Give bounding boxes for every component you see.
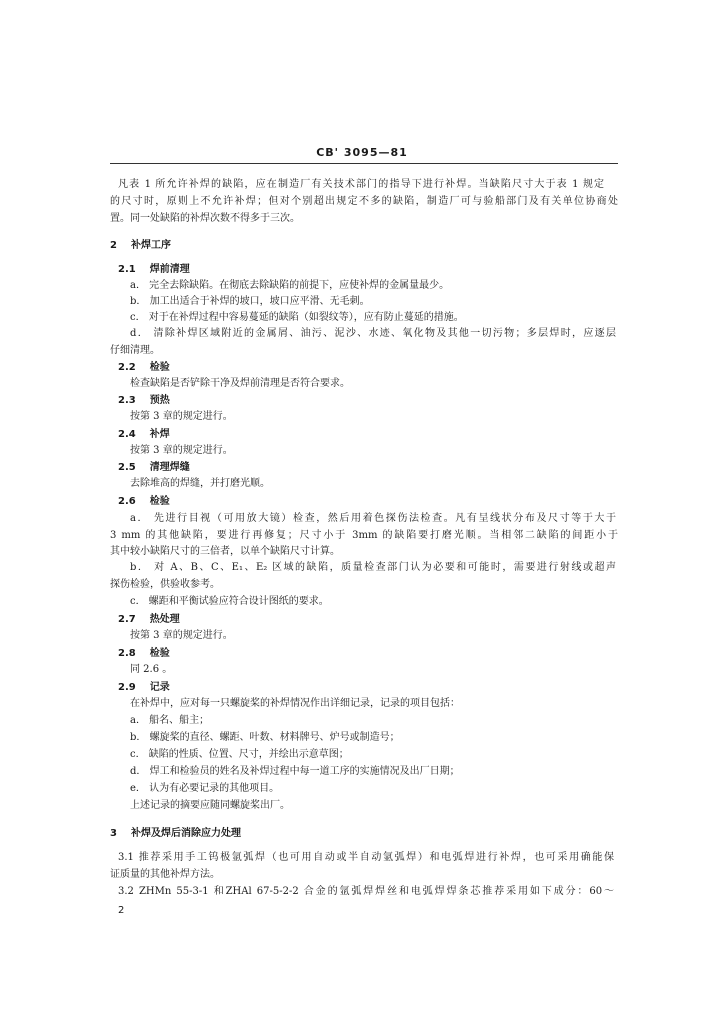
section-2-7-title: 热处理 [149,614,180,625]
s31-line-2: 证质量的其他补焊方法。 [110,869,220,880]
section-2-3-title: 预热 [149,395,170,406]
section-3-number: 3 [110,828,117,839]
s26-item-a-cont-1: 3 mm 的其他缺陷，要进行再修复；尺寸小于 3mm 的缺陷要打磨光顺。当相邻二缺陷的间距小于 [110,530,618,541]
section-2-8-title: 检验 [149,648,170,659]
section-2-2-number: 2.2 [118,362,136,373]
section-2-1-heading [118,264,190,276]
section-2-6-heading [118,496,170,508]
section-2-9-heading [118,682,170,694]
s29-item-b: b． 螺旋桨的直径、螺距、叶数、材料牌号、炉号或制造号； [130,732,400,743]
s26-item-b: b． 对 A、B、C、E₁、E₂ 区域的缺陷，质量检查部门认为必要和可能时，需要进行射线或超声 [130,562,616,573]
section-2-3-number: 2.3 [118,395,136,406]
section-2-1-title: 焊前清理 [149,264,190,275]
intro-line-3: 置。同一处缺陷的补焊次数不得多于三次。 [110,213,300,224]
section-2-1-number: 2.1 [118,264,136,275]
s21-item-a: a． 完全去除缺陷。在彻底去除缺陷的前提下，应使补焊的金属量最少。 [130,280,450,291]
s23-text: 按第 3 章的规定进行。 [130,411,233,422]
intro-line-1: 凡表 1 所允许补焊的缺陷，应在制造厂有关技术部门的指导下进行补焊。当缺陷尺寸大于表 1 规定 [118,179,604,190]
section-2-number: 2 [110,240,117,251]
section-2-title: 补焊工序 [130,240,171,251]
s28-text: 同 2.6 。 [130,664,173,675]
s29-summary: 上述记录的摘要应随同螺旋桨出厂。 [130,800,290,811]
section-2-2-title: 检验 [149,362,170,373]
s21-item-b: b． 加工出适合于补焊的坡口，坡口应平滑、无毛刺。 [130,296,370,307]
section-2-8-number: 2.8 [118,648,136,659]
section-2-4-number: 2.4 [118,429,136,440]
s29-item-e: e． 认为有必要记录的其他项目。 [130,783,280,794]
section-2-9-number: 2.9 [118,682,136,693]
section-2-6-number: 2.6 [118,496,136,507]
s21-item-d: d． 清除补焊区域附近的金属屑、油污、泥沙、水迹、氧化物及其他一切污物；多层焊时，应逐层 [130,328,616,339]
s24-text: 按第 3 章的规定进行。 [130,445,233,456]
standard-header: CB' 3095—81 [316,146,408,159]
s21-item-c: c． 对于在补焊过程中容易蔓延的缺陷（如裂纹等），应有防止蔓延的措施。 [130,312,464,323]
s32-line-1: 3.2 ZHMn 55-3-1 和ZHAl 67-5-2-2 合金的氩弧焊焊丝和电弧焊焊条芯推荐采用如下成分：60～ [118,886,614,897]
page-number: 2 [118,905,125,916]
section-2-5-title: 清理焊缝 [149,462,190,473]
section-2-5-heading [118,462,190,474]
s29-intro: 在补焊中，应对每一只螺旋桨的补焊情况作出详细记录，记录的项目包括： [130,698,460,709]
section-2-5-number: 2.5 [118,462,136,473]
s31-line-1: 3.1 推荐采用手工钨极氩弧焊（也可用自动或半自动氩弧焊）和电弧焊进行补焊，也可采用确能保 [118,852,614,863]
section-3-title: 补焊及焊后消除应力处理 [130,828,241,839]
s25-text: 去除堆高的焊缝，并打磨光顺。 [130,478,270,489]
s26-item-a: a． 先进行目视（可用放大镜）检查，然后用着色探伤法检查。凡有呈线状分布及尺寸等于大于 [130,513,616,524]
s29-item-c: c． 缺陷的性质、位置、尺寸，并绘出示意草图； [130,749,349,760]
s26-item-c: c． 螺距和平衡试验应符合设计图纸的要求。 [130,596,329,607]
s21-item-d-cont: 仔细清理。 [110,345,160,356]
s29-item-d: d． 焊工和检验员的姓名及补焊过程中每一道工序的实施情况及出厂日期； [130,766,460,777]
intro-line-2: 的尺寸时，原则上不允许补焊；但对个别超出规定不多的缺陷，制造厂可与验船部门及有关单位协商处 [110,196,618,207]
s29-item-a: a． 船名、船主； [130,715,210,726]
section-2-6-title: 检验 [149,496,170,507]
section-2-7-heading [118,614,180,626]
s26-item-a-cont-2: 其中较小缺陷尺寸的三倍者，以单个缺陷尺寸计算。 [110,546,340,557]
section-2-8-heading [118,648,170,660]
section-3-heading [110,828,241,840]
section-2-7-number: 2.7 [118,614,136,625]
section-2-2-heading [118,362,170,374]
section-2-9-title: 记录 [149,682,170,693]
section-2-4-title: 补焊 [149,429,170,440]
section-2-heading [110,240,171,252]
s22-text: 检查缺陷是否铲除干净及焊前清理是否符合要求。 [130,378,350,389]
section-2-3-heading [118,395,170,407]
header-rule [110,163,618,164]
s27-text: 按第 3 章的规定进行。 [130,630,233,641]
section-2-4-heading [118,429,170,441]
s26-item-b-cont: 探伤检验，供验收参考。 [110,579,220,590]
